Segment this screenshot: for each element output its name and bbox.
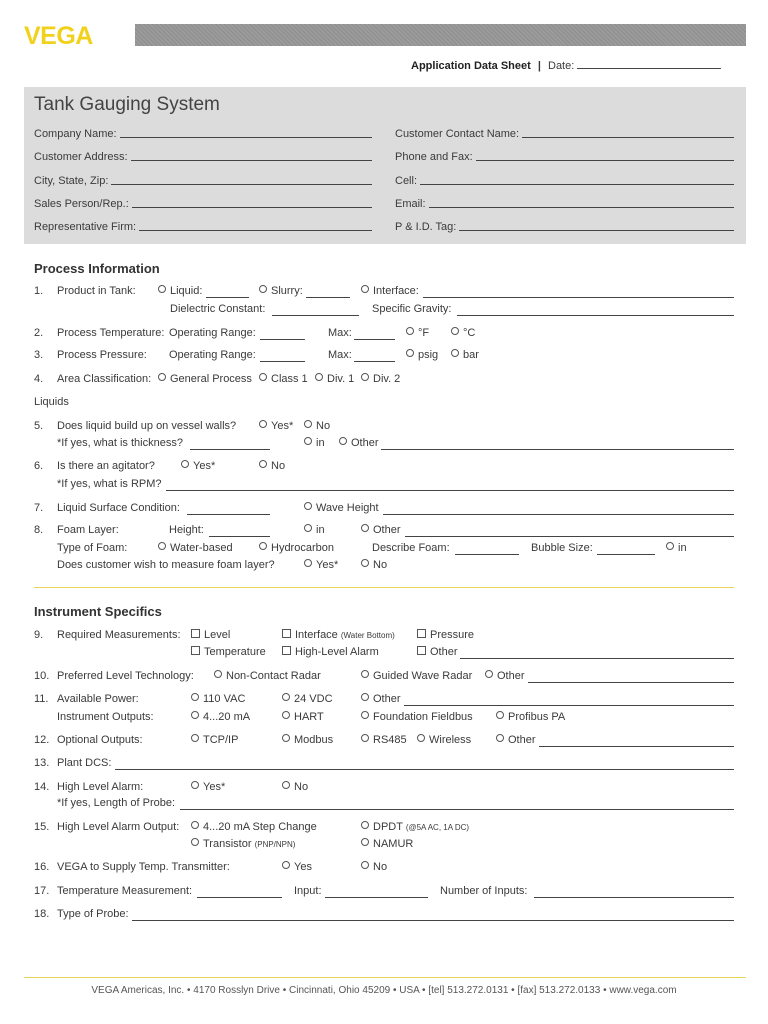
radio-icon xyxy=(666,542,674,550)
water-based-option[interactable]: Water-based xyxy=(158,542,233,554)
temp-max-field[interactable] xyxy=(354,338,395,340)
rep-firm-row: Representative Firm: xyxy=(34,221,372,233)
footer-address: VEGA Americas, Inc. • 4170 Rosslyn Drive • Cincinnati, Ohio 45209 • USA • [tel] 513.272.0131 • [fax] 513.272.0133 • www.vega.com xyxy=(91,985,677,996)
q10-num: 10. xyxy=(34,670,50,682)
q1-label: Product in Tank: xyxy=(57,285,136,297)
outputs-other-option[interactable]: Other xyxy=(496,734,536,746)
foam-height-field[interactable] xyxy=(209,535,270,537)
foam-other-field[interactable] xyxy=(405,535,734,537)
vega-logo: VEGA xyxy=(24,22,93,50)
radio-icon xyxy=(191,693,199,701)
q4-num: 4. xyxy=(34,373,44,385)
thickness-other-option[interactable]: Other xyxy=(339,437,379,449)
psig-option[interactable]: psig xyxy=(406,349,438,361)
q12-num: 12. xyxy=(34,734,50,746)
q17-num: 17. xyxy=(34,885,50,897)
cell-row: Cell: xyxy=(395,175,734,187)
q1-num: 1. xyxy=(34,285,44,297)
q6-sub-label: *If yes, what is RPM? xyxy=(57,478,162,490)
guided-wave-radar-option[interactable]: Guided Wave Radar xyxy=(361,670,472,682)
foundation-fieldbus-option[interactable]: Foundation Fieldbus xyxy=(361,711,473,723)
probe-length-field[interactable] xyxy=(180,808,734,810)
contact-name-field[interactable] xyxy=(522,128,734,138)
dielectric-field[interactable] xyxy=(272,314,359,316)
q10-label: Preferred Level Technology: xyxy=(57,670,194,682)
q16-label: VEGA to Supply Temp. Transmitter: xyxy=(57,861,230,873)
measure-foam-no-option[interactable]: No xyxy=(361,559,387,571)
liquid-option[interactable]: Liquid: xyxy=(158,285,202,297)
radio-icon xyxy=(361,734,369,742)
radio-icon xyxy=(451,327,459,335)
date-label: Date: xyxy=(548,60,575,72)
radio-icon xyxy=(339,437,347,445)
pressure-op-field[interactable] xyxy=(260,360,305,362)
radio-icon xyxy=(282,781,290,789)
technology-other-field[interactable] xyxy=(528,681,734,683)
q3-max-label: Max: xyxy=(328,349,352,361)
radio-icon xyxy=(282,711,290,719)
q7-label: Liquid Surface Condition: xyxy=(57,502,180,514)
bubble-size-label: Bubble Size: xyxy=(531,542,593,554)
sales-person-field[interactable] xyxy=(132,198,372,208)
q15-num: 15. xyxy=(34,821,50,833)
q3-op-label: Operating Range: xyxy=(169,349,256,361)
slurry-field[interactable] xyxy=(306,296,350,298)
thickness-other-field[interactable] xyxy=(381,448,734,450)
radio-icon xyxy=(191,781,199,789)
q14-label: High Level Alarm: xyxy=(57,781,144,793)
bubble-in-option[interactable]: in xyxy=(666,542,687,554)
foam-in-option[interactable]: in xyxy=(304,524,325,536)
alarm-no-option[interactable]: No xyxy=(282,781,308,793)
liquids-subheading: Liquids xyxy=(34,396,69,408)
q4-label: Area Classification: xyxy=(57,373,152,385)
q6-num: 6. xyxy=(34,460,44,472)
div1-option[interactable]: Div. 1 xyxy=(315,373,354,385)
header-bar xyxy=(135,24,746,46)
q13-label: Plant DCS: xyxy=(57,757,112,769)
email-row: Email: xyxy=(395,198,734,210)
input-field[interactable] xyxy=(325,896,428,898)
general-process-option[interactable]: General Process xyxy=(158,373,252,385)
power-other-field[interactable] xyxy=(404,704,734,706)
pressure-max-field[interactable] xyxy=(354,360,395,362)
q8-num: 8. xyxy=(34,524,44,536)
q15-label: High Level Alarm Output: xyxy=(57,821,180,833)
checkbox-icon xyxy=(191,646,200,655)
gravity-label: Specific Gravity: xyxy=(372,303,452,315)
q17-label: Temperature Measurement: xyxy=(57,885,193,897)
plant-dcs-field[interactable] xyxy=(115,768,734,770)
q18-num: 18. xyxy=(34,908,50,920)
radio-icon xyxy=(361,821,369,829)
supply-no-option[interactable]: No xyxy=(361,861,387,873)
pid-tag-row: P & I.D. Tag: xyxy=(395,221,734,233)
radio-icon xyxy=(304,437,312,445)
radio-icon xyxy=(282,693,290,701)
level-checkbox[interactable]: Level xyxy=(191,629,230,641)
radio-icon xyxy=(191,711,199,719)
radio-icon xyxy=(361,373,369,381)
4-20ma-option[interactable]: 4...20 mA xyxy=(191,711,250,723)
radio-icon xyxy=(191,734,199,742)
email-field[interactable] xyxy=(429,198,734,208)
supply-yes-option[interactable]: Yes xyxy=(282,861,312,873)
gravity-field[interactable] xyxy=(457,314,734,316)
buildup-yes-option[interactable]: Yes* xyxy=(259,420,293,432)
agitator-yes-option[interactable]: Yes* xyxy=(181,460,215,472)
interface-option[interactable]: Interface: xyxy=(361,285,419,297)
radio-icon xyxy=(304,559,312,567)
section-divider xyxy=(34,587,734,588)
page-title: Tank Gauging System xyxy=(34,94,220,115)
city-field[interactable] xyxy=(111,175,372,185)
q18-label: Type of Probe: xyxy=(57,908,129,920)
phone-field[interactable] xyxy=(476,151,734,161)
probe-type-field[interactable] xyxy=(132,919,734,921)
thickness-in-option[interactable]: in xyxy=(304,437,325,449)
bubble-size-field[interactable] xyxy=(597,553,655,555)
radio-icon xyxy=(259,285,267,293)
radio-icon xyxy=(361,711,369,719)
110vac-option[interactable]: 110 VAC xyxy=(191,693,245,705)
radio-icon xyxy=(361,524,369,532)
radio-icon xyxy=(259,542,267,550)
describe-foam-field[interactable] xyxy=(455,553,519,555)
radio-icon xyxy=(282,861,290,869)
radio-icon xyxy=(304,502,312,510)
radio-icon xyxy=(361,670,369,678)
cell-field[interactable] xyxy=(420,175,734,185)
interface-field[interactable] xyxy=(423,296,734,298)
radio-icon xyxy=(282,734,290,742)
q3-num: 3. xyxy=(34,349,44,361)
bar-option[interactable]: bar xyxy=(451,349,479,361)
radio-icon xyxy=(191,821,199,829)
agitator-no-option[interactable]: No xyxy=(259,460,285,472)
checkbox-icon xyxy=(191,629,200,638)
step-change-option[interactable]: 4...20 mA Step Change xyxy=(191,821,317,833)
num-inputs-label: Number of Inputs: xyxy=(440,885,528,897)
company-name-field[interactable] xyxy=(120,128,372,138)
q7-num: 7. xyxy=(34,502,44,514)
profibus-pa-option[interactable]: Profibus PA xyxy=(496,711,565,723)
q14-sub-label: *If yes, Length of Probe: xyxy=(57,797,176,809)
q2-label: Process Temperature: xyxy=(57,327,165,339)
checkbox-icon xyxy=(282,646,291,655)
q9-label: Required Measurements: xyxy=(57,629,181,641)
liquid-field[interactable] xyxy=(206,296,249,298)
measure-foam-yes-option[interactable]: Yes* xyxy=(304,559,338,571)
radio-icon xyxy=(361,693,369,701)
num-inputs-field[interactable] xyxy=(534,896,734,898)
q16-num: 16. xyxy=(34,861,50,873)
q6-label: Is there an agitator? xyxy=(57,460,155,472)
wave-height-field[interactable] xyxy=(383,513,734,515)
measure-other-field[interactable] xyxy=(460,657,734,659)
describe-foam-label: Describe Foam: xyxy=(372,542,450,554)
24vdc-option[interactable]: 24 VDC xyxy=(282,693,333,705)
city-row: City, State, Zip: xyxy=(34,175,372,187)
radio-icon xyxy=(406,349,414,357)
c-option[interactable]: °C xyxy=(451,327,475,339)
outputs-other-field[interactable] xyxy=(539,745,734,747)
foam-height-label: Height: xyxy=(169,524,204,536)
checkbox-icon xyxy=(417,629,426,638)
wireless-option[interactable]: Wireless xyxy=(417,734,471,746)
buildup-no-option[interactable]: No xyxy=(304,420,330,432)
radio-icon xyxy=(406,327,414,335)
q3-label: Process Pressure: xyxy=(57,349,147,361)
input-label: Input: xyxy=(294,885,322,897)
technology-other-option[interactable]: Other xyxy=(485,670,525,682)
q11-label: Available Power: xyxy=(57,693,139,705)
customer-address-field[interactable] xyxy=(131,151,372,161)
radio-icon xyxy=(496,711,504,719)
q2-num: 2. xyxy=(34,327,44,339)
surface-condition-field[interactable] xyxy=(187,513,270,515)
instrument-outputs-label: Instrument Outputs: xyxy=(57,711,154,723)
q5-sub-label: *If yes, what is thickness? xyxy=(57,437,183,449)
pressure-checkbox[interactable]: Pressure xyxy=(417,629,474,641)
high-level-alarm-checkbox[interactable]: High-Level Alarm xyxy=(282,646,379,658)
pid-tag-field[interactable] xyxy=(459,221,734,231)
radio-icon xyxy=(315,373,323,381)
checkbox-icon xyxy=(282,629,291,638)
sheet-label: Application Data Sheet xyxy=(411,60,531,72)
radio-icon xyxy=(485,670,493,678)
q12-label: Optional Outputs: xyxy=(57,734,143,746)
q13-num: 13. xyxy=(34,757,50,769)
q14-num: 14. xyxy=(34,781,50,793)
process-heading: Process Information xyxy=(34,261,160,276)
instrument-heading: Instrument Specifics xyxy=(34,604,162,619)
radio-icon xyxy=(158,285,166,293)
rs485-option[interactable]: RS485 xyxy=(361,734,407,746)
alarm-yes-option[interactable]: Yes* xyxy=(191,781,225,793)
dpdt-option[interactable]: DPDT (@5A AC, 1A DC) xyxy=(361,821,469,833)
q5-label: Does liquid build up on vessel walls? xyxy=(57,420,237,432)
class1-option[interactable]: Class 1 xyxy=(259,373,308,385)
radio-icon xyxy=(361,861,369,869)
namur-option[interactable]: NAMUR xyxy=(361,838,413,850)
non-contact-radar-option[interactable]: Non-Contact Radar xyxy=(214,670,321,682)
temp-measurement-field[interactable] xyxy=(197,896,282,898)
interface-checkbox[interactable]: Interface (Water Bottom) xyxy=(282,629,395,641)
q5-num: 5. xyxy=(34,420,44,432)
q8-label: Foam Layer: xyxy=(57,524,119,536)
radio-icon xyxy=(259,460,267,468)
rpm-field[interactable] xyxy=(166,489,734,491)
radio-icon xyxy=(304,524,312,532)
thickness-field[interactable] xyxy=(190,448,270,450)
radio-icon xyxy=(361,559,369,567)
radio-icon xyxy=(451,349,459,357)
radio-icon xyxy=(191,838,199,846)
measure-other-checkbox[interactable]: Other xyxy=(417,646,458,658)
date-field[interactable] xyxy=(577,59,721,69)
radio-icon xyxy=(361,838,369,846)
foam-type-label: Type of Foam: xyxy=(57,542,128,554)
q2-max-label: Max: xyxy=(328,327,352,339)
phone-row: Phone and Fax: xyxy=(395,151,734,163)
foam-other-option[interactable]: Other xyxy=(361,524,401,536)
radio-icon xyxy=(304,420,312,428)
radio-icon xyxy=(158,373,166,381)
tcpip-option[interactable]: TCP/IP xyxy=(191,734,238,746)
f-option[interactable]: °F xyxy=(406,327,429,339)
div2-option[interactable]: Div. 2 xyxy=(361,373,400,385)
company-name-row: Company Name: xyxy=(34,128,372,140)
measure-foam-label: Does customer wish to measure foam layer? xyxy=(57,559,275,571)
transistor-option[interactable]: Transistor (PNP/NPN) xyxy=(191,838,295,850)
hart-option[interactable]: HART xyxy=(282,711,324,723)
modbus-option[interactable]: Modbus xyxy=(282,734,333,746)
radio-icon xyxy=(158,542,166,550)
checkbox-icon xyxy=(417,646,426,655)
temp-op-field[interactable] xyxy=(260,338,305,340)
radio-icon xyxy=(259,373,267,381)
radio-icon xyxy=(496,734,504,742)
temperature-checkbox[interactable]: Temperature xyxy=(191,646,266,658)
radio-icon xyxy=(259,420,267,428)
dielectric-label: Dielectric Constant: xyxy=(170,303,266,315)
power-other-option[interactable]: Other xyxy=(361,693,401,705)
q2-op-label: Operating Range: xyxy=(169,327,256,339)
contact-name-row: Customer Contact Name: xyxy=(395,128,734,140)
footer-divider xyxy=(24,977,746,978)
radio-icon xyxy=(181,460,189,468)
wave-height-option[interactable]: Wave Height xyxy=(304,502,379,514)
slurry-option[interactable]: Slurry: xyxy=(259,285,303,297)
sales-person-row: Sales Person/Rep.: xyxy=(34,198,372,210)
radio-icon xyxy=(361,285,369,293)
q9-num: 9. xyxy=(34,629,44,641)
radio-icon xyxy=(417,734,425,742)
radio-icon xyxy=(214,670,222,678)
customer-address-row: Customer Address: xyxy=(34,151,372,163)
q11-num: 11. xyxy=(34,693,49,705)
rep-firm-field[interactable] xyxy=(139,221,372,231)
sheet-header: Application Data Sheet | Date: xyxy=(411,59,721,72)
hydrocarbon-option[interactable]: Hydrocarbon xyxy=(259,542,334,554)
